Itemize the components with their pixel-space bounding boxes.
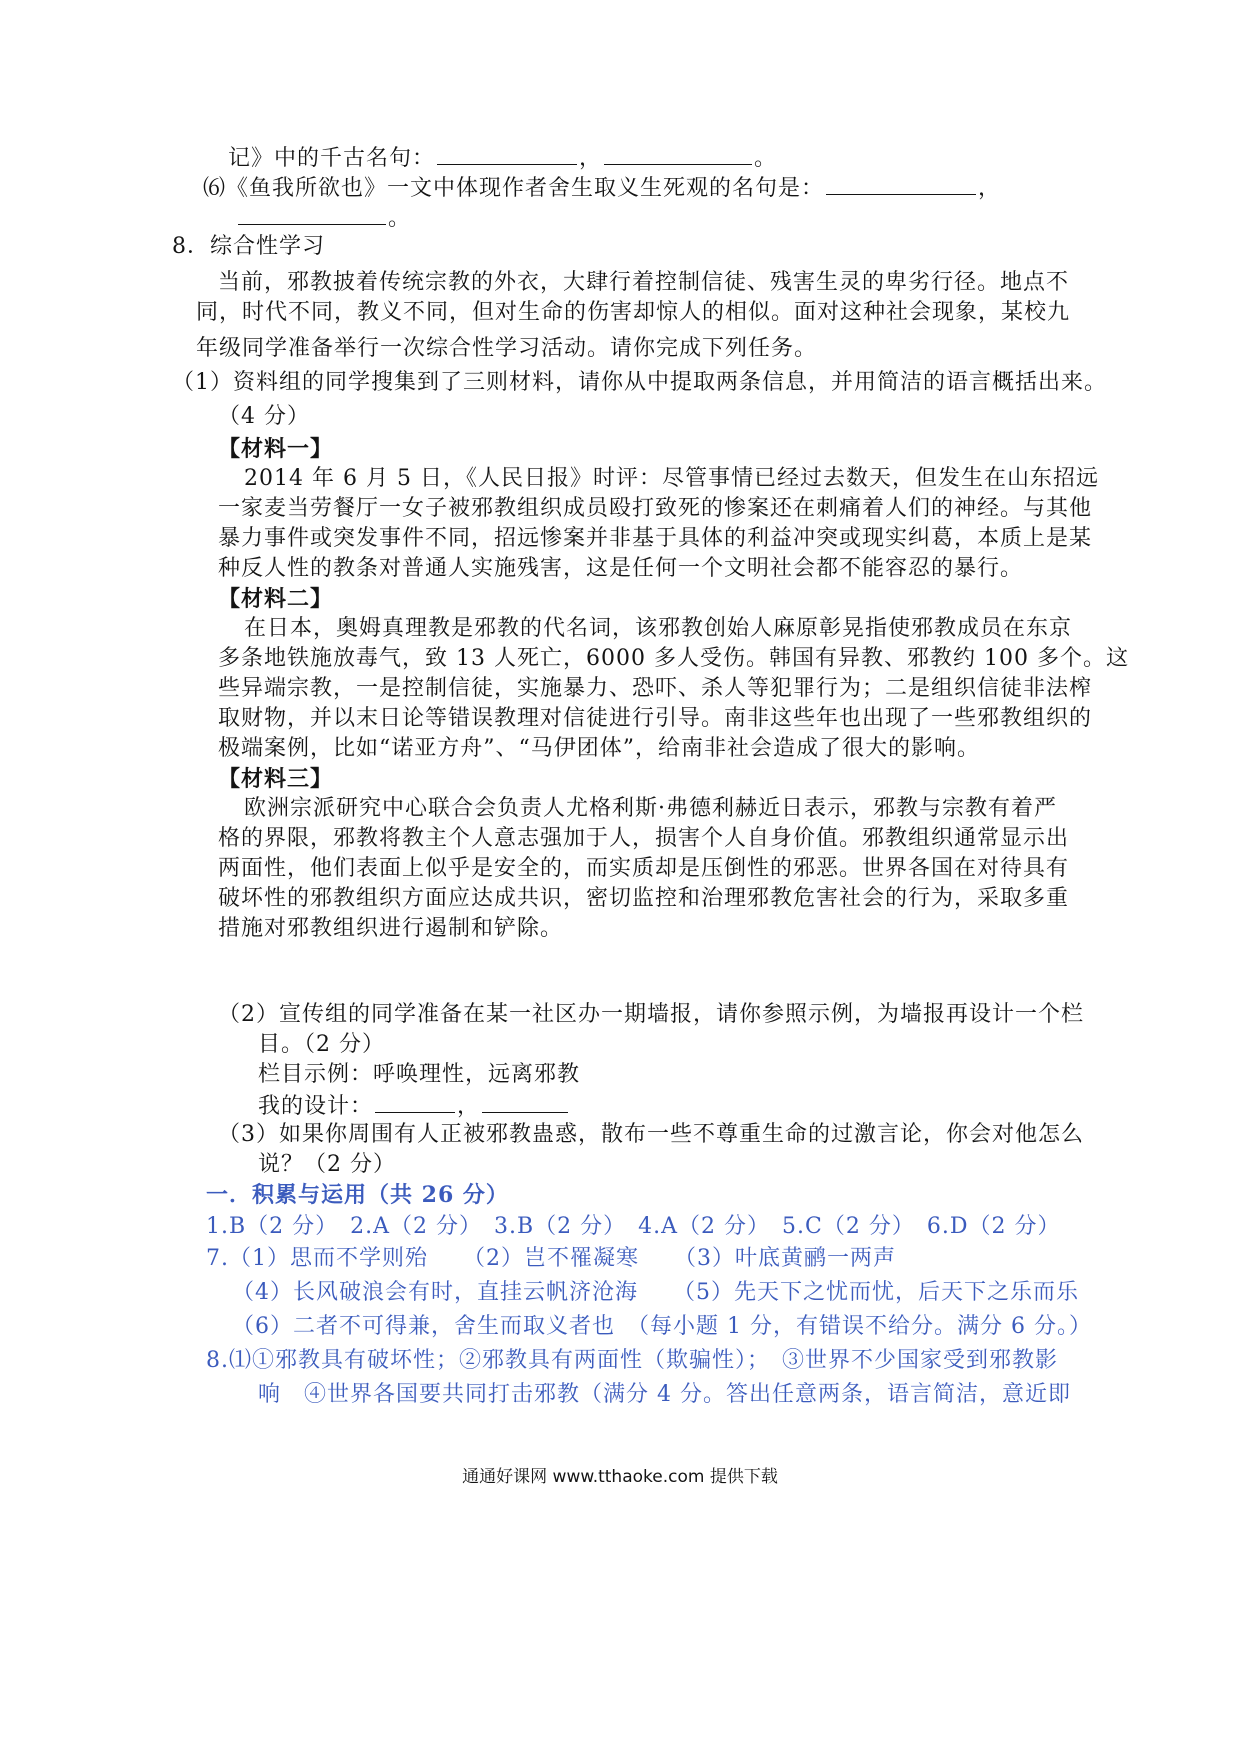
material3-line-5: 措施对邪教组织进行遏制和铲除。 <box>218 916 564 941</box>
q7-item6-line-2: 。 <box>236 202 411 234</box>
material2-line-3: 些异端宗教，一是控制信徒，实施暴力、恐吓、杀人等犯罪行为；二是组织信徒非法榨 <box>218 676 1093 701</box>
answer-blank <box>437 142 577 165</box>
material1-line-1: 2014 年 6 月 5 日，《人民日报》时评：尽管事情已经过去数天，但发生在山东招远 <box>244 466 1099 491</box>
answer-q7-line-1: 7.（1）思而不学则殆 （2）岂不罹凝寒 （3）叶底黄鹂一两声 <box>206 1246 896 1271</box>
answer-q7-line-3: （6）二者不可得兼，舍生而取义者也 （每小题 1 分，有错误不给分。满分 6 分。） <box>232 1314 1092 1339</box>
material1-title: 【材料一】 <box>218 436 334 462</box>
material1-line-4: 种反人性的教条对普通人实施残害，这是任何一个文明社会都不能容忍的暴行。 <box>218 556 1024 581</box>
material3-line-2: 格的界限，邪教将教主个人意志强加于人，损害个人自身价值。邪教组织通常显示出 <box>218 826 1070 851</box>
q8-heading: 8．综合性学习 <box>172 234 325 259</box>
q8-task3-line-1: （3）如果你周围有人正被邪教蛊惑，散布一些不尊重生命的过激言论，你会对他怎么 <box>218 1122 1084 1147</box>
q8-task1-score: （4 分） <box>218 404 310 429</box>
material3-line-3: 两面性，他们表面上似乎是安全的，而实质却是压倒性的邪恶。世界各国在对待具有 <box>218 856 1070 881</box>
q8-task2-line-2: 目。（2 分） <box>258 1032 385 1057</box>
q8-task2-design: 我的设计： ， <box>258 1090 570 1122</box>
answer-blank <box>238 202 386 225</box>
material2-title: 【材料二】 <box>218 586 334 612</box>
answer-blank <box>375 1090 455 1113</box>
material3-line-1: 欧洲宗派研究中心联合会负责人尤格利斯·弗德利赫近日表示，邪教与宗教有着严 <box>244 796 1057 821</box>
q8-intro-line-1: 当前，邪教披着传统宗教的外衣，大肆行着控制信徒、残害生灵的卑劣行径。地点不 <box>218 270 1070 295</box>
footer-text: 通通好课网 www.tthaoke.com 提供下载 <box>462 1467 778 1487</box>
material1-line-2: 一家麦当劳餐厅一女子被邪教组织成员殴打致死的惨案还在刺痛着人们的神经。与其他 <box>218 496 1093 521</box>
answer-mc-line: 1.B（2 分） 2.A（2 分） 3.B（2 分） 4.A（2 分） 5.C（2 分） 6.D（2 分） <box>206 1214 1061 1239</box>
material3-line-4: 破坏性的邪教组织方面应达成共识，密切监控和治理邪教危害社会的行为，采取多重 <box>218 886 1070 911</box>
answer-blank <box>482 1090 568 1113</box>
q8-task2-example: 栏目示例：呼唤理性，远离邪教 <box>258 1062 581 1087</box>
material1-line-3: 暴力事件或突发事件不同，招远惨案并非基于具体的利益冲突或现实纠葛，本质上是某 <box>218 526 1093 551</box>
material3-title: 【材料三】 <box>218 766 334 792</box>
q8-intro-line-3: 年级同学准备举行一次综合性学习活动。请你完成下列任务。 <box>196 336 818 361</box>
answer-section-title: 一．积累与运用（共 26 分） <box>206 1182 509 1208</box>
q8-intro-line-2: 同，时代不同，教义不同，但对生命的伤害却惊人的相似。面对这种社会现象，某校九 <box>196 300 1071 325</box>
material2-line-5: 极端案例，比如“诺亚方舟”、“马伊团体”，给南非社会造成了很大的影响。 <box>218 736 980 761</box>
q8-task2-line-1: （2）宣传组的同学准备在某一社区办一期墙报，请你参照示例，为墙报再设计一个栏 <box>218 1002 1084 1027</box>
answer-q7-line-2: （4）长风破浪会有时，直挂云帆济沧海 （5）先天下之忧而忧，后天下之乐而乐 <box>232 1280 1079 1305</box>
q8-task1: （1）资料组的同学搜集到了三则材料，请你从中提取两条信息，并用简洁的语言概括出来。 <box>172 370 1108 395</box>
q7-item6-line: ⑹《鱼我所欲也》一文中体现作者舍生取义生死观的名句是： ， <box>203 172 1001 204</box>
material2-line-4: 取财物，并以末日论等错误教理对信徒进行引导。南非这些年也出现了一些邪教组织的 <box>218 706 1093 731</box>
q7-item5-line: 记》中的千古名句： ， 。 <box>228 142 777 174</box>
q8-task3-line-2: 说？（2 分） <box>258 1152 396 1177</box>
answer-q8-line-2: 响 ④世界各国要共同打击邪教（满分 4 分。答出任意两条，语言简洁，意近即 <box>258 1382 1071 1407</box>
answer-blank <box>604 142 752 165</box>
answer-q8-line-1: 8.⑴①邪教具有破坏性；②邪教具有两面性（欺骗性）； ③世界不少国家受到邪教影 <box>206 1348 1058 1373</box>
material2-line-1: 在日本，奥姆真理教是邪教的代名词，该邪教创始人麻原彰晃指使邪教成员在东京 <box>244 616 1073 641</box>
answer-blank <box>826 172 976 195</box>
material2-line-2: 多条地铁施放毒气，致 13 人死亡，6000 多人受伤。韩国有异教、邪教约 100 多个。这 <box>218 646 1129 671</box>
